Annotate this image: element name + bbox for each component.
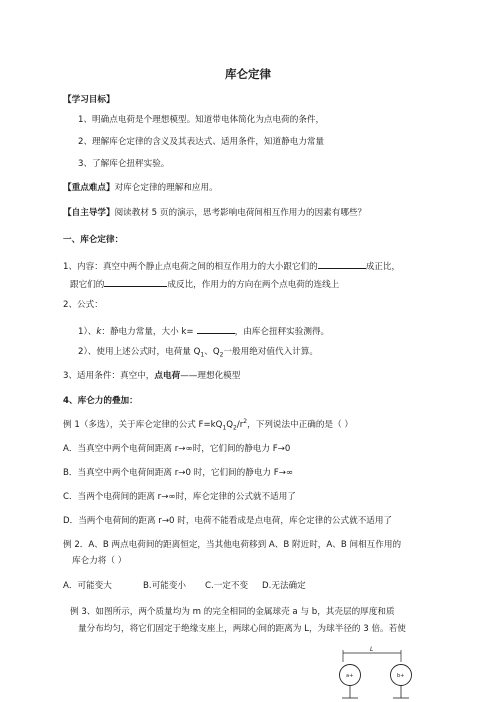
formula-label: 2、公式：: [63, 300, 103, 310]
superscript: 2: [243, 418, 248, 426]
content-text: 跟它们的: [70, 280, 105, 290]
example-text: /r: [236, 420, 244, 430]
condition-line: [63, 371, 240, 382]
section1-heading: 一、库仑定律：: [63, 235, 124, 245]
distance-label: L: [370, 646, 374, 653]
self-study-heading: 【自主导学】: [63, 208, 115, 218]
example2-option-b: B.可能变小: [143, 581, 187, 591]
content-text: 成反比，作用力的方向在两个点电荷的连线上: [167, 280, 340, 290]
example3-line2: 量分布均匀，将它们固定于绝缘支座上，两球心间的距离为 L，为球半径的 3 倍。若使: [78, 624, 406, 634]
key-points-heading: 【重点难点】: [63, 183, 115, 193]
key-points-line: [63, 183, 218, 194]
condition-emphasis: 点电荷: [154, 371, 181, 381]
content-line-1: [63, 259, 400, 273]
two-spheres-figure: [330, 644, 434, 702]
charge-text: 一般用绝对值代入计算。: [223, 347, 318, 357]
constant-text: ，由库仑扭秤实验测得。: [234, 327, 330, 337]
fill-blank: [318, 259, 366, 269]
constant-line: [78, 324, 329, 338]
section2-heading: 4、库仑力的叠加：: [63, 396, 138, 406]
example-text: 例 1（多选），关于库仑定律的公式 F=kQ: [63, 420, 223, 430]
example1-option-d: D．当两个电荷间的距离 r→0 时，电荷不能看成是点电荷，库仑定律的公式就不适用了: [63, 516, 393, 526]
example-text: Q: [226, 420, 234, 430]
example1-option-c: C．当两个电荷间的距离 r→∞时，库仑定律的公式就不适用了: [63, 492, 296, 502]
page-title: 库仑定律: [225, 67, 271, 81]
example2-option-a: A．可能变大: [63, 581, 112, 591]
sphere-b-label: b+: [397, 673, 405, 679]
subscript: 1: [222, 424, 227, 432]
objective-item: 2、理解库仑定律的含义及其表达式、适用条件，知道静电力常量: [78, 137, 325, 147]
charge-text: 2）、使用上述公式时，电荷量 Q: [78, 347, 201, 357]
objective-item: 3、了解库仑扭秤实验。: [78, 159, 170, 169]
content-line-2: [70, 277, 339, 291]
condition-text: 3、适用条件：真空中，: [63, 371, 155, 381]
example3-line1: 例 3、如图所示，两个质量均为 m 的完全相同的金属球壳 a 与 b，其壳层的厚度和质: [70, 607, 395, 617]
content-text: 成正比，: [365, 262, 401, 272]
key-points-text: 对库仑定律的理解和应用。: [114, 183, 218, 193]
example1-option-a: A．当真空中两个电荷间距离 r→∞时，它们间的静电力 F→0: [63, 444, 291, 454]
self-study-text: 阅读教材 5 页的演示，思考影响电荷间相互作用力的因素有哪些？: [114, 208, 367, 218]
example2-option-d: D.无法确定: [262, 581, 306, 591]
example1-stem: [63, 420, 353, 431]
fill-blank: [104, 277, 167, 287]
constant-symbol: k: [96, 327, 102, 337]
fill-blank: [197, 324, 235, 334]
charge-text: 、Q: [204, 347, 220, 357]
objectives-heading: 【学习目标】: [63, 95, 115, 105]
subscript: 2: [233, 424, 237, 432]
subscript: 1: [200, 351, 205, 359]
constant-text: 1）、: [78, 327, 97, 337]
example2-line2: 库仑力将（ ）: [72, 556, 127, 566]
content-text: 1、内容：真空中两个静止点电荷之间的相互作用力的大小跟它们的: [63, 262, 318, 272]
subscript: 2: [219, 351, 224, 359]
charge-line: [78, 347, 318, 358]
sphere-a-label: a+: [346, 673, 354, 679]
self-study-line: [63, 208, 366, 219]
example1-option-b: B．当真空中两个电荷间距离 r→0 时，它们间的静电力 F→∞: [63, 468, 294, 478]
objective-item: 1、明确点电荷是个理想模型。知道带电体简化为点电荷的条件，: [78, 115, 325, 125]
condition-text: ——理想化模型: [180, 371, 241, 381]
example-text: ，下列说法中正确的是（ ）: [247, 420, 353, 430]
example2-line1: 例 2．A、B 两点电荷间的距离恒定，当其他电荷移到 A、B 附近时，A、B 间相互作用的: [63, 540, 402, 550]
constant-text: ：静电力常量，大小 k=: [101, 327, 194, 337]
example2-option-c: C.一定不变: [205, 581, 249, 591]
